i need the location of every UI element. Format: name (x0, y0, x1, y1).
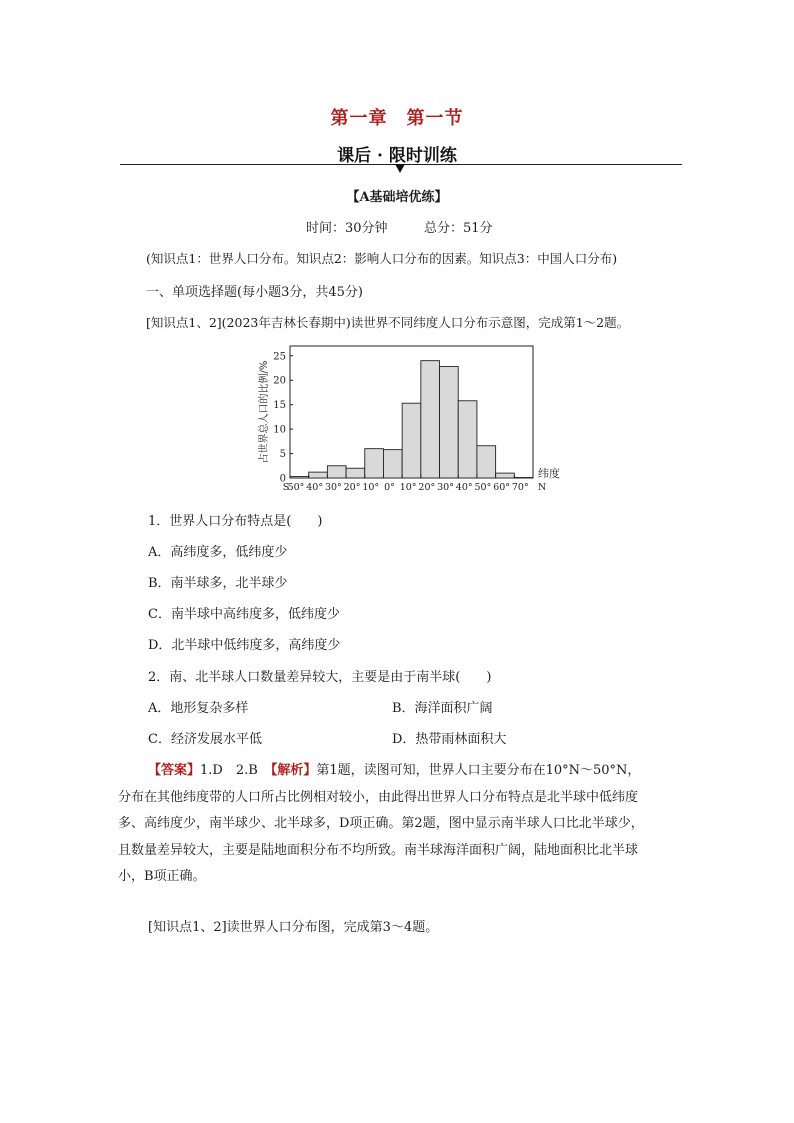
section-tag: 【A基础培优练】 (346, 190, 448, 205)
latitude-population-chart (250, 340, 570, 500)
x-tick-label-S: S (282, 482, 290, 493)
x-tick-label-1: 50° (287, 482, 305, 493)
y-axis-label: 占世界总人口的比例/% (259, 360, 270, 464)
y-tick-label-20: 20 (273, 375, 286, 387)
answer-keys: 1.D 2.B (200, 763, 271, 778)
question-1-option-d[interactable]: D．北半球中低纬度多，高纬度少 (148, 638, 341, 653)
question-1-stem: 1．世界人口分布特点是( ) (148, 514, 323, 529)
question-2-option-c[interactable]: C．经济发展水平低 (148, 732, 262, 747)
analysis-text-3: 多、高纬度少，南半球少、北半球多，D项正确。第2题，图中显示南半球人口比北半球少， (118, 816, 644, 831)
total-score: 总分：51分 (424, 221, 493, 236)
x-tick-label-11: 50° (474, 482, 492, 493)
page-subtitle: 课后 · 限时训练 (337, 146, 457, 166)
answer-analysis (118, 758, 668, 891)
question-1-option-b[interactable]: B．南半球多，北半球少 (148, 576, 288, 591)
chapter-title: 第一章 第一节 (330, 108, 464, 129)
chart-svg (250, 340, 570, 500)
question-1-option-a[interactable]: A．高纬度多，低纬度少 (148, 545, 288, 560)
down-triangle-icon (395, 164, 405, 173)
x-tick-label-5: 10° (362, 482, 380, 493)
bar-40°S-30°S (327, 466, 346, 478)
analysis-text-2: 分布在其他纬度带的人口所占比例相对较小，由此得出世界人口分布特点是北半球中低纬度 (118, 789, 639, 805)
analysis-text-4: 且数量差异较大，主要是陆地面积分布不均所致。南半球海洋面积广阔，陆地面积比北半球 (118, 842, 639, 858)
x-tick-label-10: 40° (455, 482, 473, 493)
bar-40°N-50°N (477, 446, 496, 478)
y-tick-label-15: 15 (273, 400, 286, 412)
x-axis-label: 纬度 (538, 467, 560, 480)
question-intro-3-4: [知识点1、2]读世界人口分布图，完成第3～4题。 (148, 920, 439, 935)
x-tick-label-9: 30° (437, 482, 454, 493)
analysis-label: 【解析】 (270, 763, 317, 778)
knowledge-points: (知识点1：世界人口分布。知识点2：影响人口分布的因素。知识点3：中国人口分布) (146, 251, 618, 266)
y-tick-label-5: 5 (279, 449, 286, 461)
bar-10°N-20°N (421, 361, 440, 478)
y-tick-label-10: 10 (273, 424, 286, 436)
bar-0°-10°N (402, 403, 421, 478)
x-tick-label-3: 30° (324, 482, 342, 493)
bar-20°N-30°N (440, 367, 459, 478)
y-tick-label-25: 25 (273, 351, 286, 363)
x-tick-label-2: 40° (306, 482, 324, 493)
x-tick-label-N: N (537, 482, 547, 493)
x-tick-label-7: 10° (399, 482, 417, 493)
x-tick-label-13: 70° (511, 482, 529, 493)
question-2-option-d[interactable]: D．热带雨林面积大 (392, 732, 507, 747)
bar-30°S-20°S (346, 468, 365, 478)
bar-50°S-40°S (309, 472, 328, 478)
x-tick-label-4: 20° (343, 482, 361, 493)
question-2-stem: 2．南、北半球人口数量差异较大，主要是由于南半球( ) (148, 670, 492, 685)
x-tick-label-12: 60° (493, 482, 511, 493)
analysis-text-5: 小，B项正确。 (118, 869, 206, 884)
answer-label: 【答案】 (148, 763, 201, 778)
y-tick-label-0: 0 (279, 473, 286, 485)
time-limit: 时间：30分钟 (306, 221, 388, 236)
bar-50°N-60°N (496, 473, 515, 478)
question-2-option-b[interactable]: B．海洋面积广阔 (392, 701, 493, 716)
bar-30°N-40°N (458, 401, 477, 478)
analysis-text-1: 第1题，读图可知，世界人口主要分布在10°N～50°N， (316, 763, 641, 778)
question-intro-1-2: [知识点1、2](2023年吉林长春期中)读世界不同纬度人口分布示意图，完成第1～2题。 (146, 315, 630, 330)
bar-10°S-0° (383, 450, 402, 478)
bar-20°S-10°S (365, 449, 384, 478)
part-title: 一、单项选择题(每小题3分，共45分) (146, 285, 363, 300)
question-2-option-a[interactable]: A．地形复杂多样 (148, 701, 249, 716)
x-tick-label-8: 20° (418, 482, 436, 493)
question-1-option-c[interactable]: C．南半球中高纬度多，低纬度少 (148, 607, 340, 622)
x-tick-label-6: 0° (384, 482, 395, 493)
